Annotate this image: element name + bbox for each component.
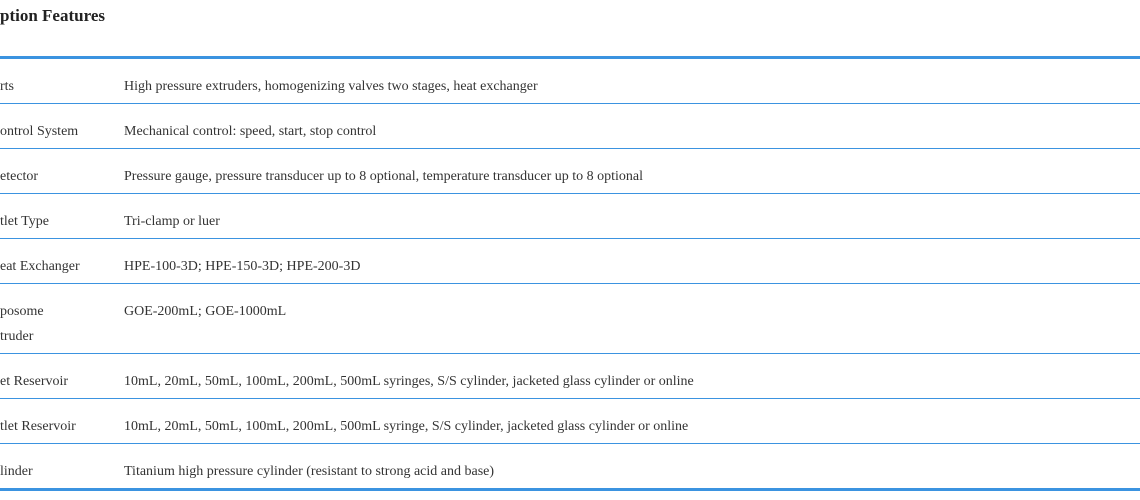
row-value-cell [124, 149, 1140, 194]
row-value-cell [124, 399, 1140, 444]
row-label-line-2: truder [0, 329, 34, 344]
row-value: GOE-200mL; GOE-1000mL [124, 304, 287, 319]
row-value-cell [124, 104, 1140, 149]
table-row [0, 354, 1140, 399]
table-row [0, 194, 1140, 239]
row-label: linder [0, 464, 33, 479]
row-value-cell [124, 444, 1140, 490]
row-label-cell [0, 58, 124, 104]
table-row [0, 444, 1140, 490]
row-label-cell [0, 239, 124, 284]
row-value-cell [124, 239, 1140, 284]
row-label-line-1: posome [0, 304, 44, 319]
row-label-cell [0, 149, 124, 194]
row-value-cell [124, 354, 1140, 399]
row-label-cell [0, 354, 124, 399]
row-value: Tri-clamp or luer [124, 214, 220, 229]
row-label: etector [0, 169, 39, 184]
features-table [0, 56, 1140, 491]
row-label-cell [0, 104, 124, 149]
row-value: HPE-100-3D; HPE-150-3D; HPE-200-3D [124, 259, 361, 274]
table-row [0, 284, 1140, 354]
table-row [0, 399, 1140, 444]
row-label: tlet Type [0, 214, 49, 229]
row-value: 10mL, 20mL, 50mL, 100mL, 200mL, 500mL syringes, S/S cylinder, jacketed glass cylinder or online [124, 374, 694, 389]
row-label: et Reservoir [0, 374, 69, 389]
table-row [0, 58, 1140, 104]
section-title: ption Features [0, 6, 105, 25]
row-value-cell [124, 284, 1140, 354]
row-value-cell [124, 58, 1140, 104]
row-label [0, 284, 124, 353]
row-label-cell [0, 284, 124, 354]
row-label: ontrol System [0, 124, 79, 139]
table-row [0, 149, 1140, 194]
row-label-cell [0, 194, 124, 239]
row-value: 10mL, 20mL, 50mL, 100mL, 200mL, 500mL syringe, S/S cylinder, jacketed glass cylinder or online [124, 419, 689, 434]
row-value: High pressure extruders, homogenizing valves two stages, heat exchanger [124, 79, 538, 94]
row-label: eat Exchanger [0, 259, 80, 274]
row-value: Titanium high pressure cylinder (resistant to strong acid and base) [124, 464, 495, 479]
row-label-cell [0, 399, 124, 444]
row-value-cell [124, 194, 1140, 239]
row-label: tlet Reservoir [0, 419, 76, 434]
row-value: Pressure gauge, pressure transducer up to 8 optional, temperature transducer up to 8 optional [124, 169, 644, 184]
row-value: Mechanical control: speed, start, stop control [124, 124, 377, 139]
table-row [0, 104, 1140, 149]
table-row [0, 239, 1140, 284]
row-label: rts [0, 79, 14, 94]
row-label-cell [0, 444, 124, 490]
